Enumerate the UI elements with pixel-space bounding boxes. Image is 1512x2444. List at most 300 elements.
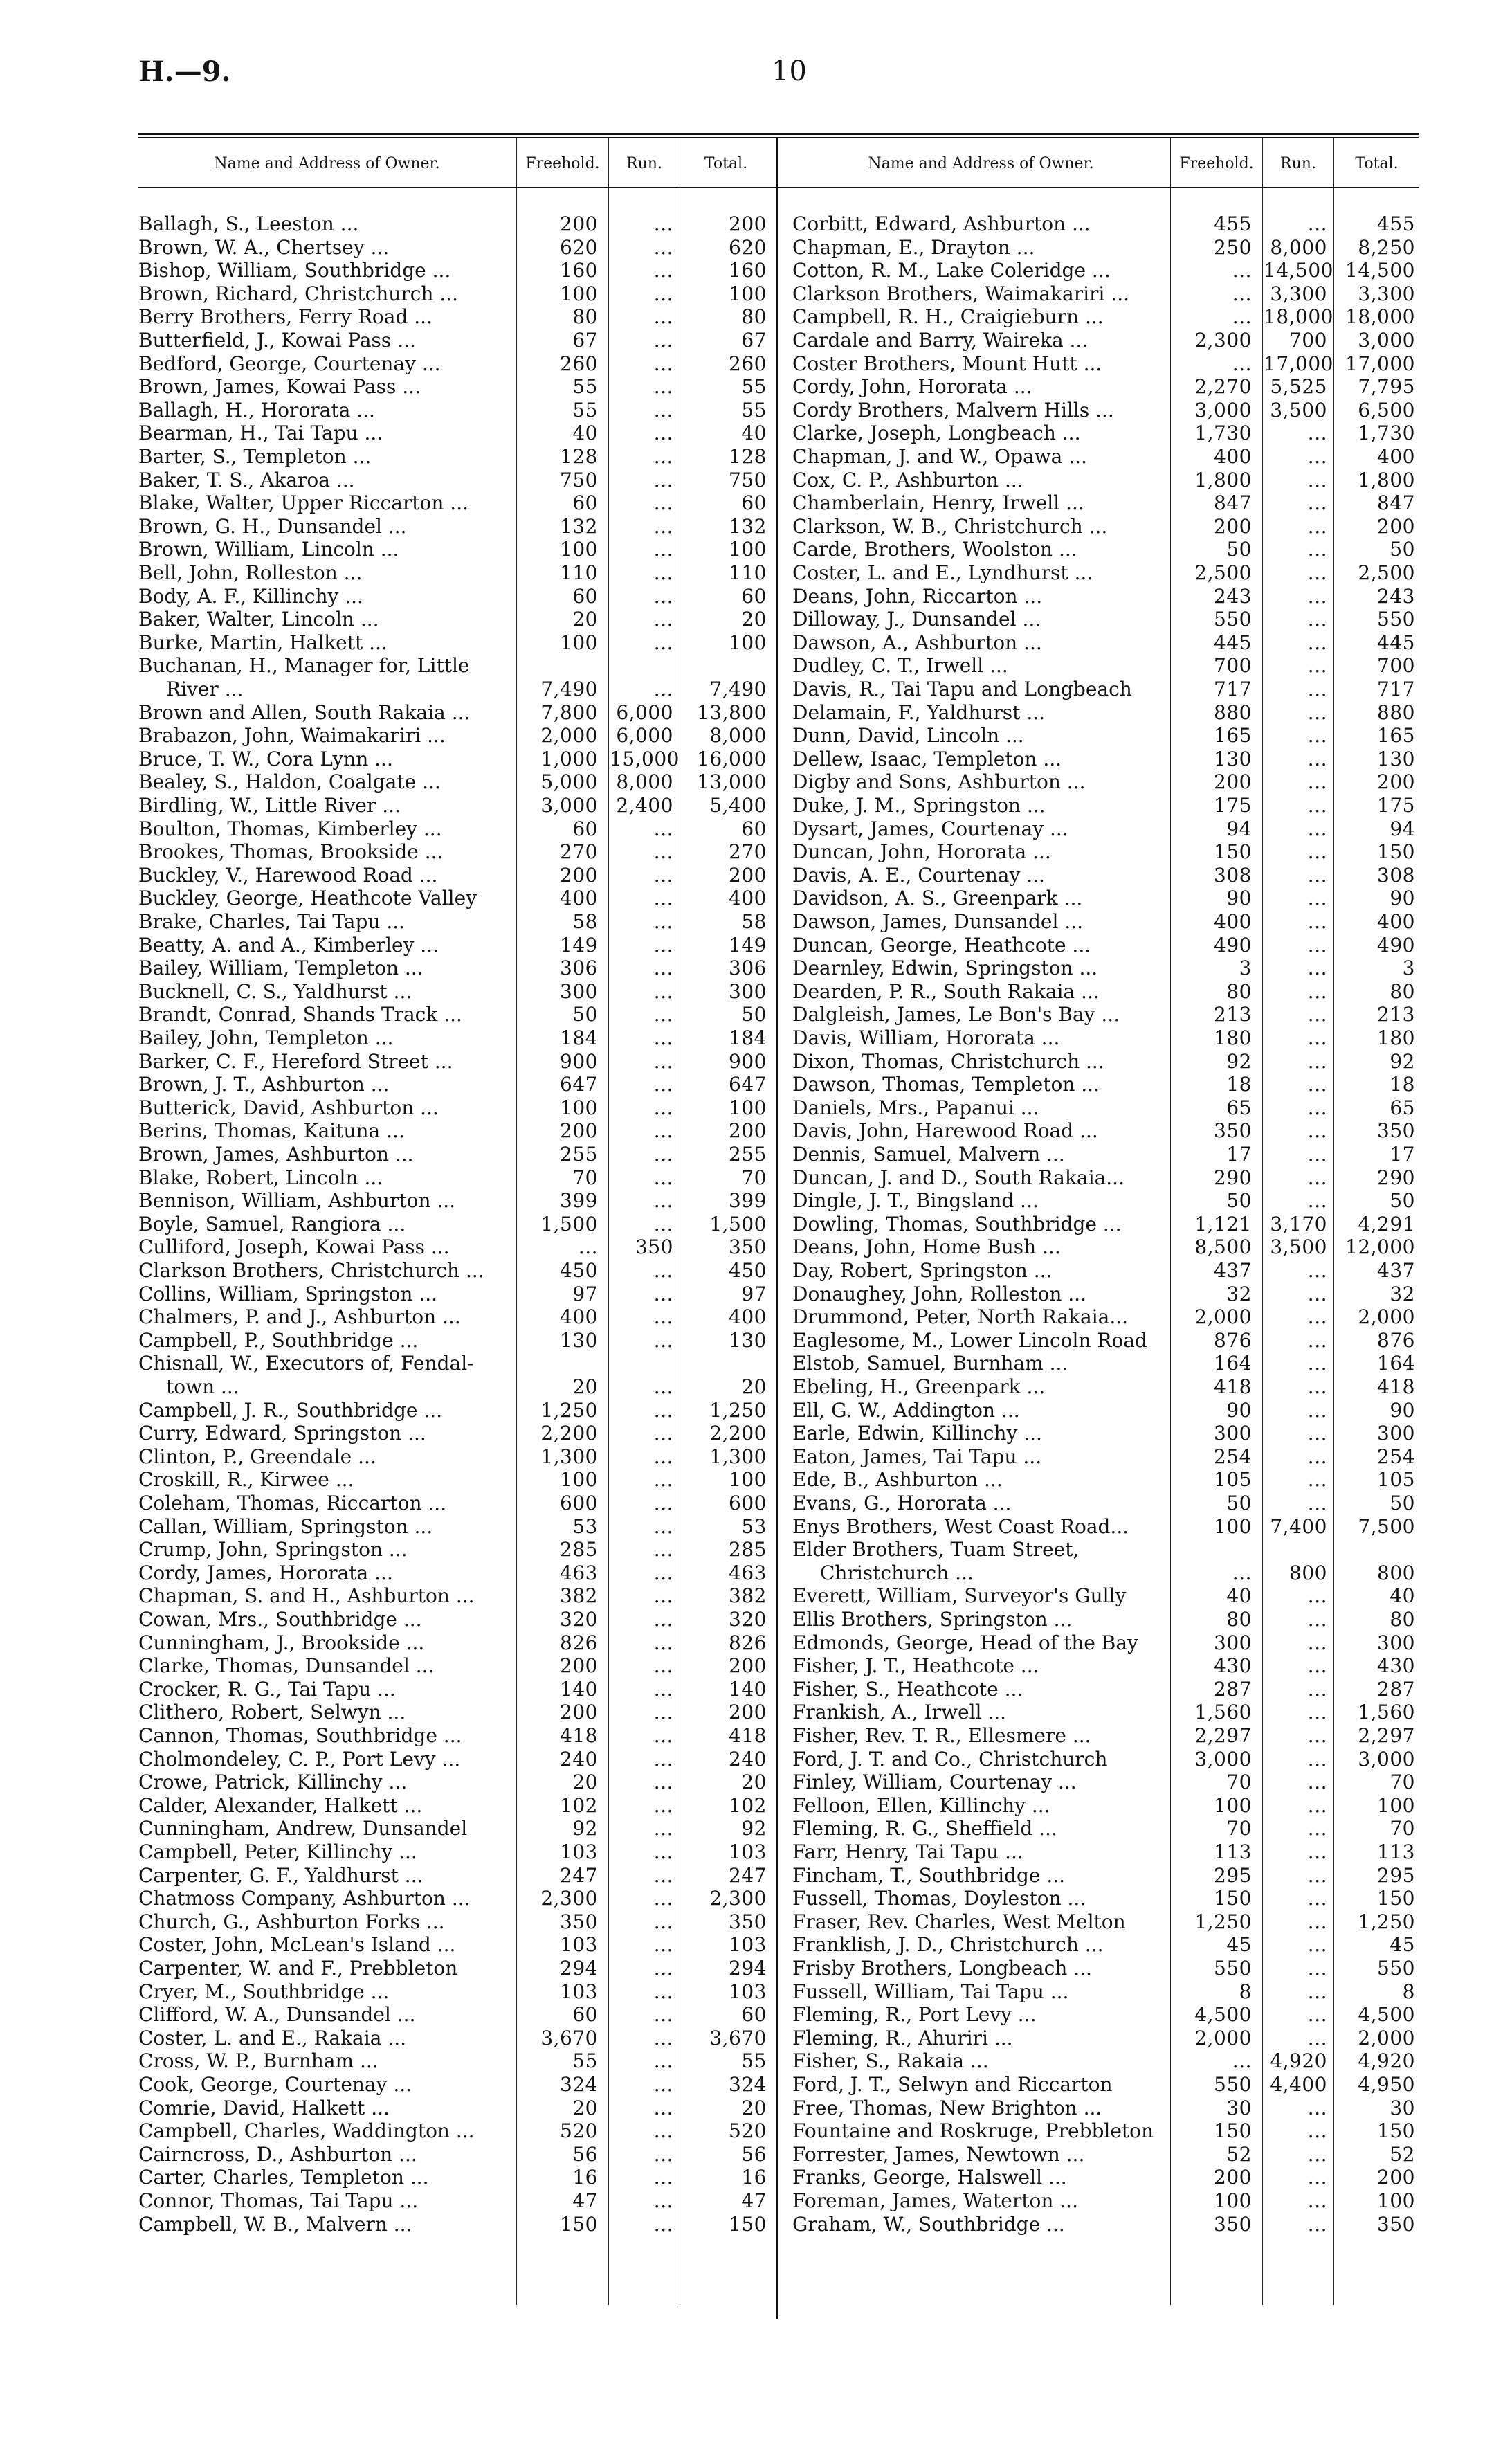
freehold-value: 399 <box>560 1189 598 1213</box>
run-value: ... <box>653 561 673 584</box>
owner-name: Dearnley, Edwin, Springston ... <box>792 957 1098 980</box>
table-row <box>138 1026 775 1050</box>
freehold-value: 50 <box>572 1003 598 1026</box>
owner-name: Clarkson, W. B., Christchurch ... <box>792 514 1108 538</box>
freehold-value: 70 <box>1226 1817 1252 1840</box>
table-row <box>138 1073 775 1096</box>
freehold-value: 20 <box>572 608 598 631</box>
total-value: 300 <box>729 979 767 1003</box>
run-value: 6,000 <box>616 724 673 748</box>
total-value: 60 <box>741 491 767 515</box>
total-value: 80 <box>1390 979 1415 1003</box>
table-row <box>138 1887 775 1910</box>
total-value: 350 <box>729 1910 767 1933</box>
run-value: ... <box>1307 654 1327 678</box>
right-col-name-header: Name and Address of Owner. <box>868 155 1094 172</box>
run-value: ... <box>1307 2026 1327 2049</box>
freehold-value: 2,500 <box>1194 561 1252 584</box>
owner-name: Brown and Allen, South Rakaia ... <box>138 700 471 724</box>
total-value: 8,000 <box>709 724 767 748</box>
run-value: ... <box>653 2003 673 2027</box>
owner-name: Fisher, S., Rakaia ... <box>792 2049 989 2073</box>
total-value: 295 <box>1377 1863 1415 1887</box>
table-row <box>138 1143 775 1166</box>
run-value: ... <box>1307 538 1327 561</box>
table-row <box>138 654 775 678</box>
freehold-value: 60 <box>572 491 598 515</box>
table-row <box>792 1352 1419 1375</box>
table-row <box>138 375 775 399</box>
run-value: ... <box>653 1538 673 1562</box>
freehold-value: 80 <box>1226 979 1252 1003</box>
table-row <box>792 2213 1419 2236</box>
owner-name: Ford, J. T. and Co., Christchurch <box>792 1747 1108 1771</box>
freehold-value: 880 <box>1214 700 1252 724</box>
freehold-value: 254 <box>1214 1445 1252 1468</box>
table-row <box>792 1468 1419 1492</box>
table-row <box>792 701 1419 725</box>
owner-name: Buckley, George, Heathcote Valley <box>138 887 477 910</box>
freehold-value <box>518 654 598 678</box>
owner-name: Clithero, Robert, Selwyn ... <box>138 1701 406 1724</box>
freehold-value: 20 <box>572 1375 598 1398</box>
run-value: 3,170 <box>1270 1212 1327 1235</box>
total-value: 4,920 <box>1358 2049 1415 2073</box>
freehold-value: 300 <box>560 979 598 1003</box>
table-row <box>138 864 775 887</box>
freehold-value: 58 <box>572 910 598 933</box>
freehold-value: 876 <box>1214 1328 1252 1352</box>
table-row <box>138 212 775 236</box>
table-row <box>792 2027 1419 2050</box>
freehold-value: 45 <box>1226 1933 1252 1957</box>
total-value: 132 <box>729 514 767 538</box>
owner-name: Crocker, R. G., Tai Tapu ... <box>138 1677 396 1701</box>
table-row <box>138 1213 775 1236</box>
total-value: 200 <box>729 1654 767 1678</box>
total-value: 1,560 <box>1358 1701 1415 1724</box>
owner-name: Cordy Brothers, Malvern Hills ... <box>792 398 1114 422</box>
table-row <box>138 748 775 771</box>
freehold-value: 450 <box>560 1259 598 1282</box>
table-row <box>138 770 775 794</box>
table-row <box>792 1724 1419 1748</box>
total-value: 700 <box>1377 654 1415 678</box>
table-row <box>792 1399 1419 1422</box>
freehold-value: 150 <box>1214 840 1252 864</box>
table-row <box>138 1399 775 1422</box>
table-row <box>792 1235 1419 1259</box>
table-row <box>792 1073 1419 1096</box>
freehold-value: 350 <box>560 1910 598 1933</box>
run-value: ... <box>653 491 673 515</box>
table-row <box>138 887 775 910</box>
run-value: 6,000 <box>616 700 673 724</box>
owner-name: Enys Brothers, West Coast Road... <box>792 1514 1129 1538</box>
total-value: 382 <box>729 1584 767 1608</box>
total-value: 200 <box>729 1119 767 1143</box>
total-value: 418 <box>729 1724 767 1747</box>
owner-name: Ballagh, H., Hororata ... <box>138 398 375 422</box>
freehold-value: 213 <box>1214 1003 1252 1026</box>
owner-name: Foreman, James, Waterton ... <box>792 2189 1078 2212</box>
table-row <box>792 794 1419 817</box>
run-value: ... <box>1307 212 1327 235</box>
freehold-value: 164 <box>1214 1352 1252 1375</box>
total-value: 55 <box>741 2049 767 2073</box>
freehold-value: 70 <box>1226 1771 1252 1794</box>
owner-name: Chapman, J. and W., Opawa ... <box>792 445 1087 468</box>
freehold-value: 200 <box>560 1654 598 1678</box>
total-value: 285 <box>729 1538 767 1562</box>
owner-name: Edmonds, George, Head of the Bay <box>792 1631 1138 1654</box>
run-value <box>1264 1538 1327 1562</box>
table-row <box>138 329 775 352</box>
total-value: 455 <box>1377 212 1415 235</box>
run-value: ... <box>653 1003 673 1026</box>
total-value: 717 <box>1377 678 1415 700</box>
owner-name: Carter, Charles, Templeton ... <box>138 2166 429 2189</box>
run-value: 3,500 <box>1270 1235 1327 1259</box>
freehold-value: 100 <box>560 631 598 654</box>
owner-name: Ell, G. W., Addington ... <box>792 1398 1020 1422</box>
owner-name: Fraser, Rev. Charles, West Melton <box>792 1910 1126 1933</box>
freehold-value: 243 <box>1214 584 1252 608</box>
table-row <box>138 608 775 631</box>
freehold-value: 300 <box>1214 1422 1252 1445</box>
owner-name: Bearman, H., Tai Tapu ... <box>138 422 383 445</box>
total-value: 60 <box>741 2003 767 2027</box>
table-row <box>138 2213 775 2236</box>
owner-name: Christchurch ... <box>820 1561 974 1584</box>
freehold-value: 32 <box>1226 1282 1252 1305</box>
freehold-value: 200 <box>1214 770 1252 794</box>
owner-name: Cotton, R. M., Lake Coleridge ... <box>792 259 1111 282</box>
table-row <box>792 840 1419 864</box>
freehold-value: 250 <box>1214 235 1252 259</box>
freehold-value: 70 <box>572 1166 598 1189</box>
total-value: 128 <box>729 445 767 468</box>
total-value: 50 <box>1390 538 1415 561</box>
run-value <box>610 1352 673 1375</box>
freehold-value: 160 <box>560 259 598 282</box>
run-value: ... <box>653 1282 673 1305</box>
total-value: 94 <box>1390 817 1415 840</box>
table-row <box>792 305 1419 329</box>
total-value: 32 <box>1390 1282 1415 1305</box>
owner-name: Ellis Brothers, Springston ... <box>792 1608 1073 1631</box>
run-value: ... <box>653 468 673 491</box>
table-row <box>138 1283 775 1306</box>
table-row <box>792 1189 1419 1213</box>
owner-name: Collins, William, Springston ... <box>138 1282 438 1305</box>
table-row <box>792 1654 1419 1678</box>
owner-name: Bailey, William, Templeton ... <box>138 957 423 980</box>
total-value: 16 <box>741 2166 767 2189</box>
table-row <box>792 375 1419 399</box>
owner-name: Davis, John, Harewood Road ... <box>792 1119 1098 1143</box>
run-value: ... <box>653 259 673 282</box>
run-value: ... <box>653 1771 673 1794</box>
table-row <box>792 957 1419 980</box>
total-value: 1,500 <box>709 1212 767 1235</box>
run-value: ... <box>1307 817 1327 840</box>
table-row <box>792 1584 1419 1608</box>
total-value: 18 <box>1390 1073 1415 1096</box>
total-value: 800 <box>1377 1561 1415 1584</box>
freehold-value: 7,800 <box>540 700 598 724</box>
freehold-value: 1,500 <box>540 1212 598 1235</box>
owner-name: Forrester, James, Newtown ... <box>792 2142 1085 2166</box>
table-row <box>792 1608 1419 1631</box>
freehold-value: 300 <box>1214 1631 1252 1654</box>
table-row <box>792 561 1419 585</box>
freehold-value: 1,000 <box>540 747 598 770</box>
run-value: ... <box>1307 770 1327 794</box>
owner-name: Earle, Edwin, Killinchy ... <box>792 1422 1042 1445</box>
total-value: 100 <box>729 631 767 654</box>
owner-name: Church, G., Ashburton Forks ... <box>138 1910 445 1933</box>
run-value: ... <box>653 1817 673 1840</box>
run-value: ... <box>1307 2212 1327 2236</box>
owner-name: Frankish, A., Irwell ... <box>792 1701 1007 1724</box>
table-row <box>792 1213 1419 1236</box>
owner-name: Comrie, David, Halkett ... <box>138 2096 390 2119</box>
owner-name: Dalgleish, James, Le Bon's Bay ... <box>792 1003 1120 1026</box>
freehold-value: 8 <box>1239 1980 1252 2003</box>
freehold-value: 2,000 <box>1194 1305 1252 1329</box>
freehold-value: 56 <box>572 2142 598 2166</box>
freehold-value: 165 <box>1214 724 1252 748</box>
freehold-value: 430 <box>1214 1654 1252 1678</box>
total-value: 270 <box>729 840 767 864</box>
run-value: ... <box>1307 747 1327 770</box>
total-value: 290 <box>1377 1166 1415 1189</box>
freehold-value: 287 <box>1214 1677 1252 1701</box>
total-value: 2,200 <box>709 1422 767 1445</box>
freehold-value: 52 <box>1226 2142 1252 2166</box>
owner-name: Carpenter, G. F., Yaldhurst ... <box>138 1863 423 1887</box>
owner-name: Crowe, Patrick, Killinchy ... <box>138 1771 408 1794</box>
freehold-value: 50 <box>1226 1492 1252 1514</box>
table-row <box>792 2073 1419 2097</box>
owner-name: Berins, Thomas, Kaituna ... <box>138 1119 405 1143</box>
freehold-value: 130 <box>1214 747 1252 770</box>
table-row <box>138 678 775 701</box>
freehold-value: 60 <box>572 584 598 608</box>
run-value: ... <box>1307 1771 1327 1794</box>
total-value: 184 <box>729 1026 767 1049</box>
run-value: ... <box>653 2073 673 2096</box>
freehold-value: 100 <box>1214 2189 1252 2212</box>
run-value: 4,400 <box>1270 2073 1327 2096</box>
freehold-value: 3 <box>1239 957 1252 980</box>
owner-name: Eaglesome, M., Lower Lincoln Road <box>792 1328 1147 1352</box>
owner-name: Eaton, James, Tai Tapu ... <box>792 1445 1042 1468</box>
freehold-value: 60 <box>572 2003 598 2027</box>
total-value: 1,250 <box>1358 1910 1415 1933</box>
run-value: ... <box>653 2142 673 2166</box>
freehold-value: 750 <box>560 468 598 491</box>
freehold-value: 55 <box>572 398 598 422</box>
total-value: 2,500 <box>1358 561 1415 584</box>
freehold-value: 92 <box>1226 1049 1252 1073</box>
owner-name: Dysart, James, Courtenay ... <box>792 817 1068 840</box>
total-value: 243 <box>1377 584 1415 608</box>
table-row <box>792 817 1419 841</box>
total-value: 399 <box>729 1189 767 1213</box>
owner-name: Bell, John, Rolleston ... <box>138 561 363 584</box>
run-value: ... <box>1307 584 1327 608</box>
total-value: 180 <box>1377 1026 1415 1049</box>
table-row <box>138 2119 775 2143</box>
total-value: 400 <box>729 887 767 910</box>
owner-name: Chapman, S. and H., Ashburton ... <box>138 1584 475 1608</box>
run-value: ... <box>653 1840 673 1863</box>
freehold-value: 94 <box>1226 817 1252 840</box>
owner-name: Campbell, Peter, Killinchy ... <box>138 1840 417 1863</box>
run-value: ... <box>1307 2166 1327 2189</box>
freehold-value: 100 <box>560 1468 598 1492</box>
run-value: ... <box>653 1328 673 1352</box>
freehold-value: 1,800 <box>1194 468 1252 491</box>
freehold-value: 2,300 <box>1194 329 1252 352</box>
run-value: ... <box>1307 1073 1327 1096</box>
freehold-value: 847 <box>1214 491 1252 515</box>
owner-name: Free, Thomas, New Brighton ... <box>792 2096 1102 2119</box>
owner-name: Corbitt, Edward, Ashburton ... <box>792 212 1091 235</box>
freehold-value: 3,000 <box>1194 398 1252 422</box>
owner-name: Campbell, Charles, Waddington ... <box>138 2119 475 2143</box>
table-row <box>792 631 1419 655</box>
freehold-value: 50 <box>1226 1189 1252 1213</box>
total-value: 3,300 <box>1358 282 1415 305</box>
run-value: ... <box>653 1073 673 1096</box>
run-value: ... <box>1307 2142 1327 2166</box>
run-value: 350 <box>635 1235 673 1259</box>
total-value: 350 <box>1377 2212 1415 2236</box>
run-value: ... <box>1307 678 1327 700</box>
owner-name: Carpenter, W. and F., Prebbleton <box>138 1957 458 1980</box>
owner-name: Duncan, John, Hororata ... <box>792 840 1051 864</box>
table-row <box>792 1026 1419 1050</box>
freehold-value: 65 <box>1226 1096 1252 1119</box>
owner-name: Dingle, J. T., Bingsland ... <box>792 1189 1039 1213</box>
owner-name: Davis, William, Hororata ... <box>792 1026 1060 1049</box>
run-value: ... <box>653 631 673 654</box>
owner-name: Donaughey, John, Rolleston ... <box>792 1282 1086 1305</box>
owner-name: Cowan, Mrs., Southbridge ... <box>138 1608 422 1631</box>
owner-name: Elder Brothers, Tuam Street, <box>792 1538 1080 1562</box>
table-row <box>792 491 1419 515</box>
total-value: 8 <box>1402 1980 1415 2003</box>
run-value: ... <box>1307 1840 1327 1863</box>
table-row <box>792 1678 1419 1701</box>
table-row <box>138 1562 775 1585</box>
freehold-value: 550 <box>1214 2073 1252 2096</box>
total-value: 70 <box>741 1166 767 1189</box>
table-row <box>792 212 1419 236</box>
owner-name: Beatty, A. and A., Kimberley ... <box>138 933 439 957</box>
table-row <box>792 1119 1419 1143</box>
run-value: ... <box>653 422 673 445</box>
freehold-value: 18 <box>1226 1073 1252 1096</box>
table-row <box>138 794 775 817</box>
freehold-value: 550 <box>1214 608 1252 631</box>
run-value: ... <box>1307 1817 1327 1840</box>
total-value: 240 <box>729 1747 767 1771</box>
run-value: ... <box>1307 933 1327 957</box>
freehold-value: 324 <box>560 2073 598 2096</box>
owner-name: Dowling, Thomas, Southbridge ... <box>792 1212 1122 1235</box>
total-value: 2,297 <box>1358 1724 1415 1747</box>
total-value: 2,300 <box>709 1887 767 1910</box>
run-value: ... <box>653 2049 673 2073</box>
table-row <box>792 1259 1419 1283</box>
table-row <box>792 1166 1419 1190</box>
freehold-value: ... <box>1232 305 1252 329</box>
owner-name: Frisby Brothers, Longbeach ... <box>792 1957 1092 1980</box>
owner-name: Callan, William, Springston ... <box>138 1514 433 1538</box>
table-row <box>138 2189 775 2213</box>
table-row <box>792 864 1419 887</box>
table-row <box>792 724 1419 748</box>
run-value: 5,525 <box>1270 375 1327 399</box>
run-value: ... <box>653 352 673 375</box>
total-value: 30 <box>1390 2096 1415 2119</box>
table-row <box>792 1980 1419 2004</box>
total-value: 55 <box>741 398 767 422</box>
centre-rule <box>776 138 778 2319</box>
table-row <box>138 561 775 585</box>
freehold-value: 110 <box>560 561 598 584</box>
table-row <box>138 469 775 492</box>
total-value: 750 <box>729 468 767 491</box>
run-value: ... <box>1307 840 1327 864</box>
freehold-value: ... <box>578 1235 598 1259</box>
run-value: ... <box>1307 1910 1327 1933</box>
run-value: ... <box>653 1096 673 1119</box>
table-row <box>792 1422 1419 1445</box>
freehold-value: 16 <box>572 2166 598 2189</box>
owner-name: Cordy, John, Hororata ... <box>792 375 1032 399</box>
freehold-value <box>1172 1538 1252 1562</box>
page-number: 10 <box>772 55 807 87</box>
freehold-value: 200 <box>1214 2166 1252 2189</box>
total-value: 40 <box>1390 1584 1415 1608</box>
owner-name: Elstob, Samuel, Burnham ... <box>792 1352 1068 1375</box>
run-value: ... <box>653 678 673 700</box>
total-value: 47 <box>741 2189 767 2212</box>
owner-name: Dilloway, J., Dunsandel ... <box>792 608 1041 631</box>
run-value: ... <box>653 584 673 608</box>
table-row <box>138 445 775 469</box>
freehold-value: 103 <box>560 1980 598 2003</box>
total-value: 20 <box>741 1375 767 1398</box>
total-value: 130 <box>729 1328 767 1352</box>
run-value: ... <box>653 1933 673 1957</box>
total-value: 255 <box>729 1143 767 1166</box>
total-value: 1,300 <box>709 1445 767 1468</box>
freehold-value: 295 <box>1214 1863 1252 1887</box>
total-value: 213 <box>1377 1003 1415 1026</box>
total-value: 90 <box>1390 1398 1415 1422</box>
run-value: ... <box>1307 1980 1327 2003</box>
freehold-value: 350 <box>1214 1119 1252 1143</box>
owner-name: Coleham, Thomas, Riccarton ... <box>138 1492 447 1514</box>
total-value: 445 <box>1377 631 1415 654</box>
owner-name: Brown, Richard, Christchurch ... <box>138 282 459 305</box>
